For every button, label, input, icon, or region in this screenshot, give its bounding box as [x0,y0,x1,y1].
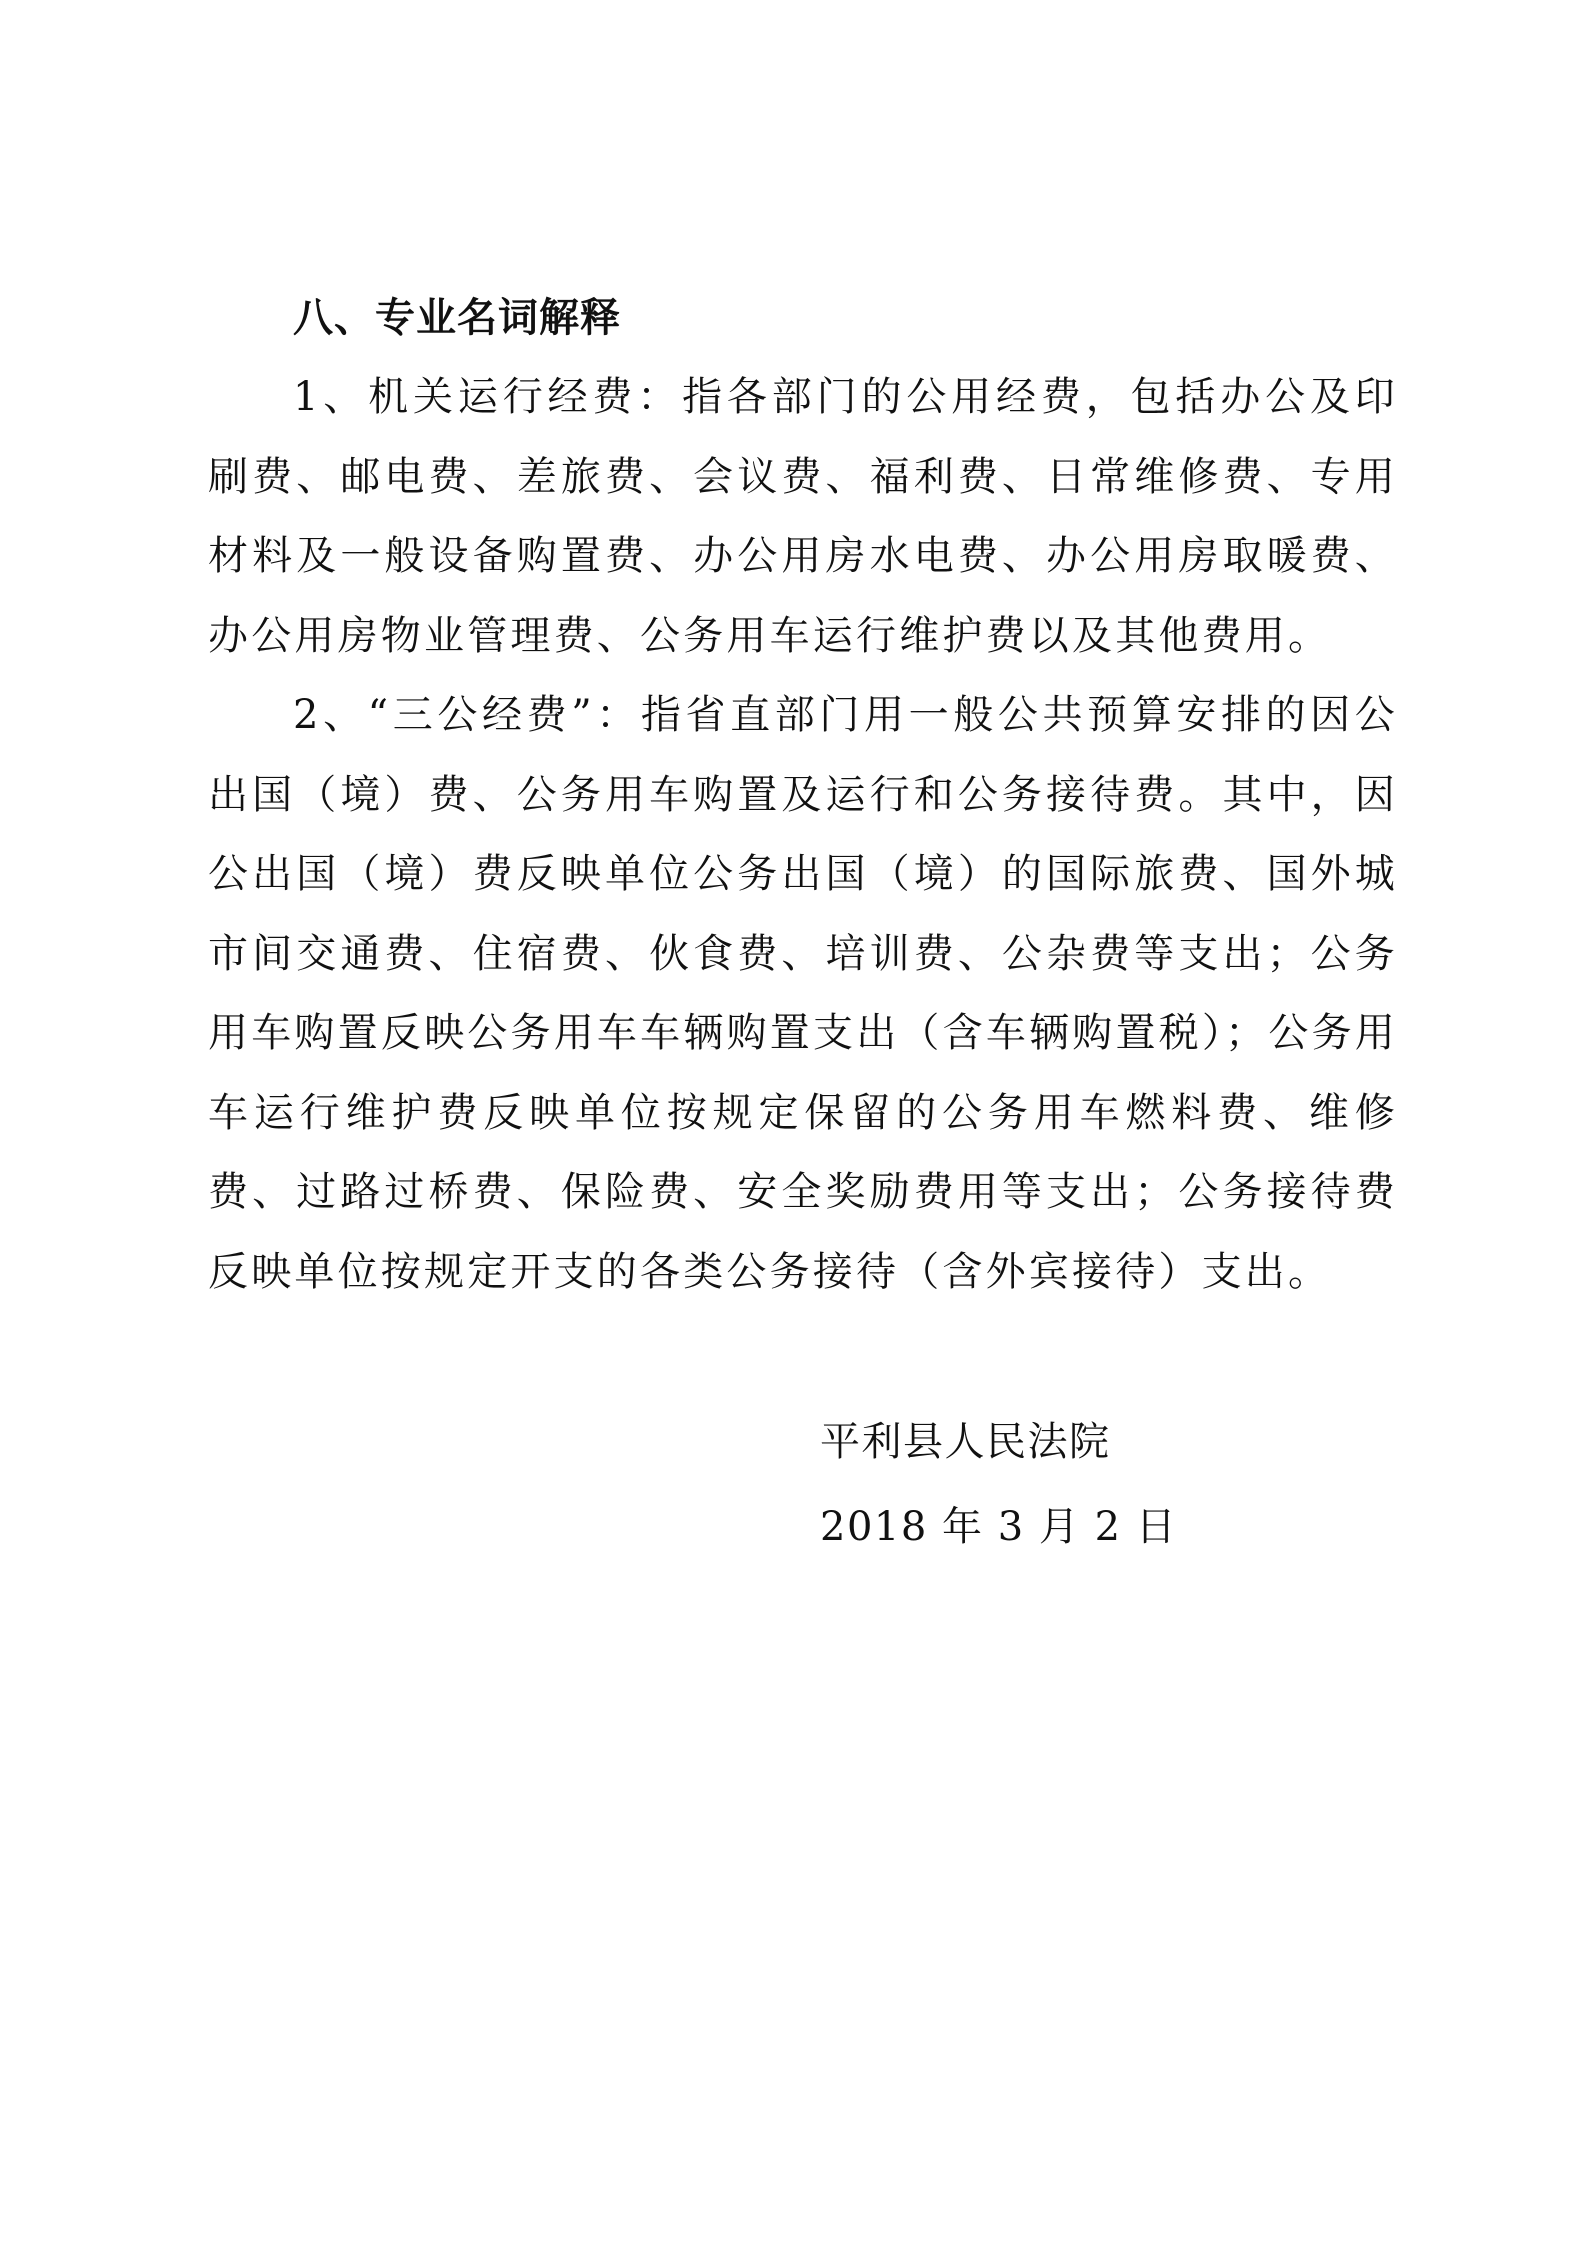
signature-block [820,1400,1177,1570]
section-heading: 八、专业名词解释 [293,295,621,341]
paragraph-three-public-expenses: 2、“三公经费”：指省直部门用一般公共预算安排的因公出国（境）费、公务用车购置及运行和公务接待费。其中，因公出国（境）费反映单位公务出国（境）的国际旅费、国外城市间交通费、住宿费、伙食费、培训费、公杂费等支出；公务用车购置反映公务用车车辆购置支出（含车辆购置税）；公务用车运行维护费反映单位按规定保留的公务用车燃料费、维修费、过路过桥费、保险费、安全奖励费用等支出；公务接待费反映单位按规定开支的各类公务接待（含外宾接待）支出。 [208,692,1398,1295]
signature-organization: 平利县人民法院 [820,1419,1111,1465]
paragraph-operating-expenses: 1、机关运行经费：指各部门的公用经费，包括办公及印刷费、邮电费、差旅费、会议费、福利费、日常维修费、专用材料及一般设备购置费、办公用房水电费、办公用房取暖费、办公用房物业管理费、公务用车运行维护费以及其他费用。 [208,374,1398,659]
signature-date: 2018 年 3 月 2 日 [820,1504,1178,1550]
document-body [208,278,1398,1312]
